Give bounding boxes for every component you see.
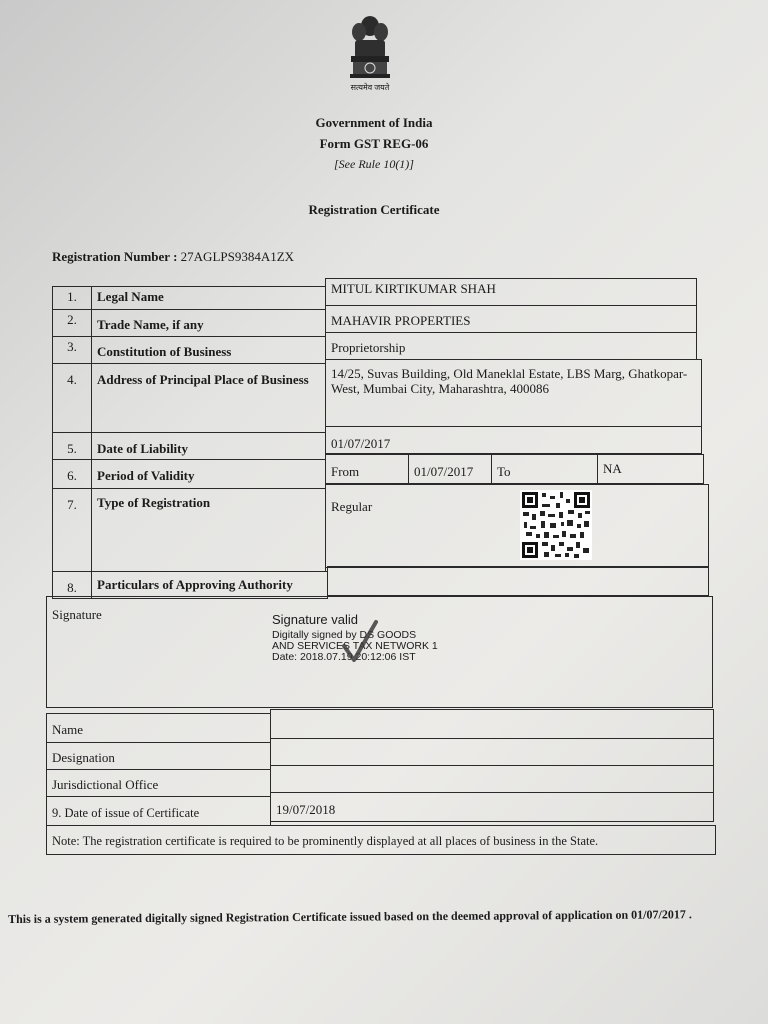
type-of-registration-label: Type of Registration	[91, 488, 326, 572]
registration-number	[52, 249, 294, 265]
authority-name-label: Name	[46, 713, 271, 743]
signature-line-3: Date: 2018.07.19 20:12:06 IST	[272, 651, 416, 663]
date-of-liability-value: 01/07/2017	[325, 426, 702, 454]
type-of-registration-value: Regular	[325, 484, 709, 568]
registration-number-label: Registration Number :	[52, 249, 178, 264]
government-heading: Government of India	[315, 115, 433, 130]
footer-text: This is a system generated digitally signed Registration Certificate issued based on the deemed approval of application on	[8, 907, 629, 926]
certificate-title: Registration Certificate	[308, 202, 440, 217]
address-value: 14/25, Suvas Building, Old Maneklal Estate, LBS Marg, Ghatkopar-West, Mumbai City, Maharashtra, 400086	[325, 359, 702, 427]
system-generated-footer	[8, 907, 692, 927]
row-number: 7.	[52, 488, 92, 572]
validity-to-value: NA	[597, 454, 704, 484]
form-heading: Form GST REG-06	[319, 136, 429, 151]
validity-to-label: To	[491, 454, 598, 484]
row-number: 3.	[52, 336, 92, 364]
address-label: Address of Principal Place of Business	[91, 363, 326, 433]
display-note: Note: The registration certificate is required to be prominently displayed at all places of business in the State.	[46, 825, 716, 855]
signature-line-1: Digitally signed by DS GOODS	[272, 629, 417, 641]
trade-name-value: MAHAVIR PROPERTIES	[325, 305, 697, 333]
approving-authority-value	[327, 566, 709, 596]
national-emblem-icon	[345, 12, 395, 82]
constitution-value: Proprietorship	[325, 332, 697, 360]
row-number: 8.	[52, 571, 92, 599]
footer-date: 01/07/2017 .	[631, 907, 692, 922]
checkmark-icon	[340, 618, 380, 666]
date-of-liability-label: Date of Liability	[91, 432, 326, 460]
authority-name-value	[270, 709, 714, 739]
designation-label: Designation	[46, 742, 271, 770]
date-of-issue-value: 19/07/2018	[270, 792, 714, 822]
legal-name-label: Legal Name	[91, 286, 326, 310]
approving-authority-label: Particulars of Approving Authority	[91, 571, 328, 599]
jurisdictional-office-value	[270, 765, 714, 793]
period-of-validity-label: Period of Validity	[91, 459, 326, 489]
registration-number-value: 27AGLPS9384A1ZX	[180, 249, 295, 264]
row-number: 1.	[52, 286, 92, 310]
validity-from-label: From	[325, 454, 409, 484]
rule-reference: [See Rule 10(1)]	[334, 157, 414, 171]
emblem-motto: सत्यमेव जयते	[350, 83, 390, 92]
row-number: 6.	[52, 459, 92, 489]
constitution-label: Constitution of Business	[91, 336, 326, 364]
validity-from-value: 01/07/2017	[408, 454, 492, 484]
row-number: 4.	[52, 363, 92, 433]
signature-valid-text: Signature valid	[272, 612, 358, 627]
qr-code-icon	[520, 490, 592, 560]
trade-name-label: Trade Name, if any	[91, 309, 326, 337]
signature-line-2: AND SERVICES TAX NETWORK 1	[272, 640, 438, 652]
designation-value	[270, 738, 714, 766]
row-number: 5.	[52, 432, 92, 460]
legal-name-value: MITUL KIRTIKUMAR SHAH	[325, 278, 697, 306]
jurisdictional-office-label: Jurisdictional Office	[46, 769, 271, 797]
date-of-issue-label: 9. Date of issue of Certificate	[46, 796, 271, 826]
row-number: 2.	[52, 309, 92, 337]
signature-label: Signature	[52, 607, 102, 622]
